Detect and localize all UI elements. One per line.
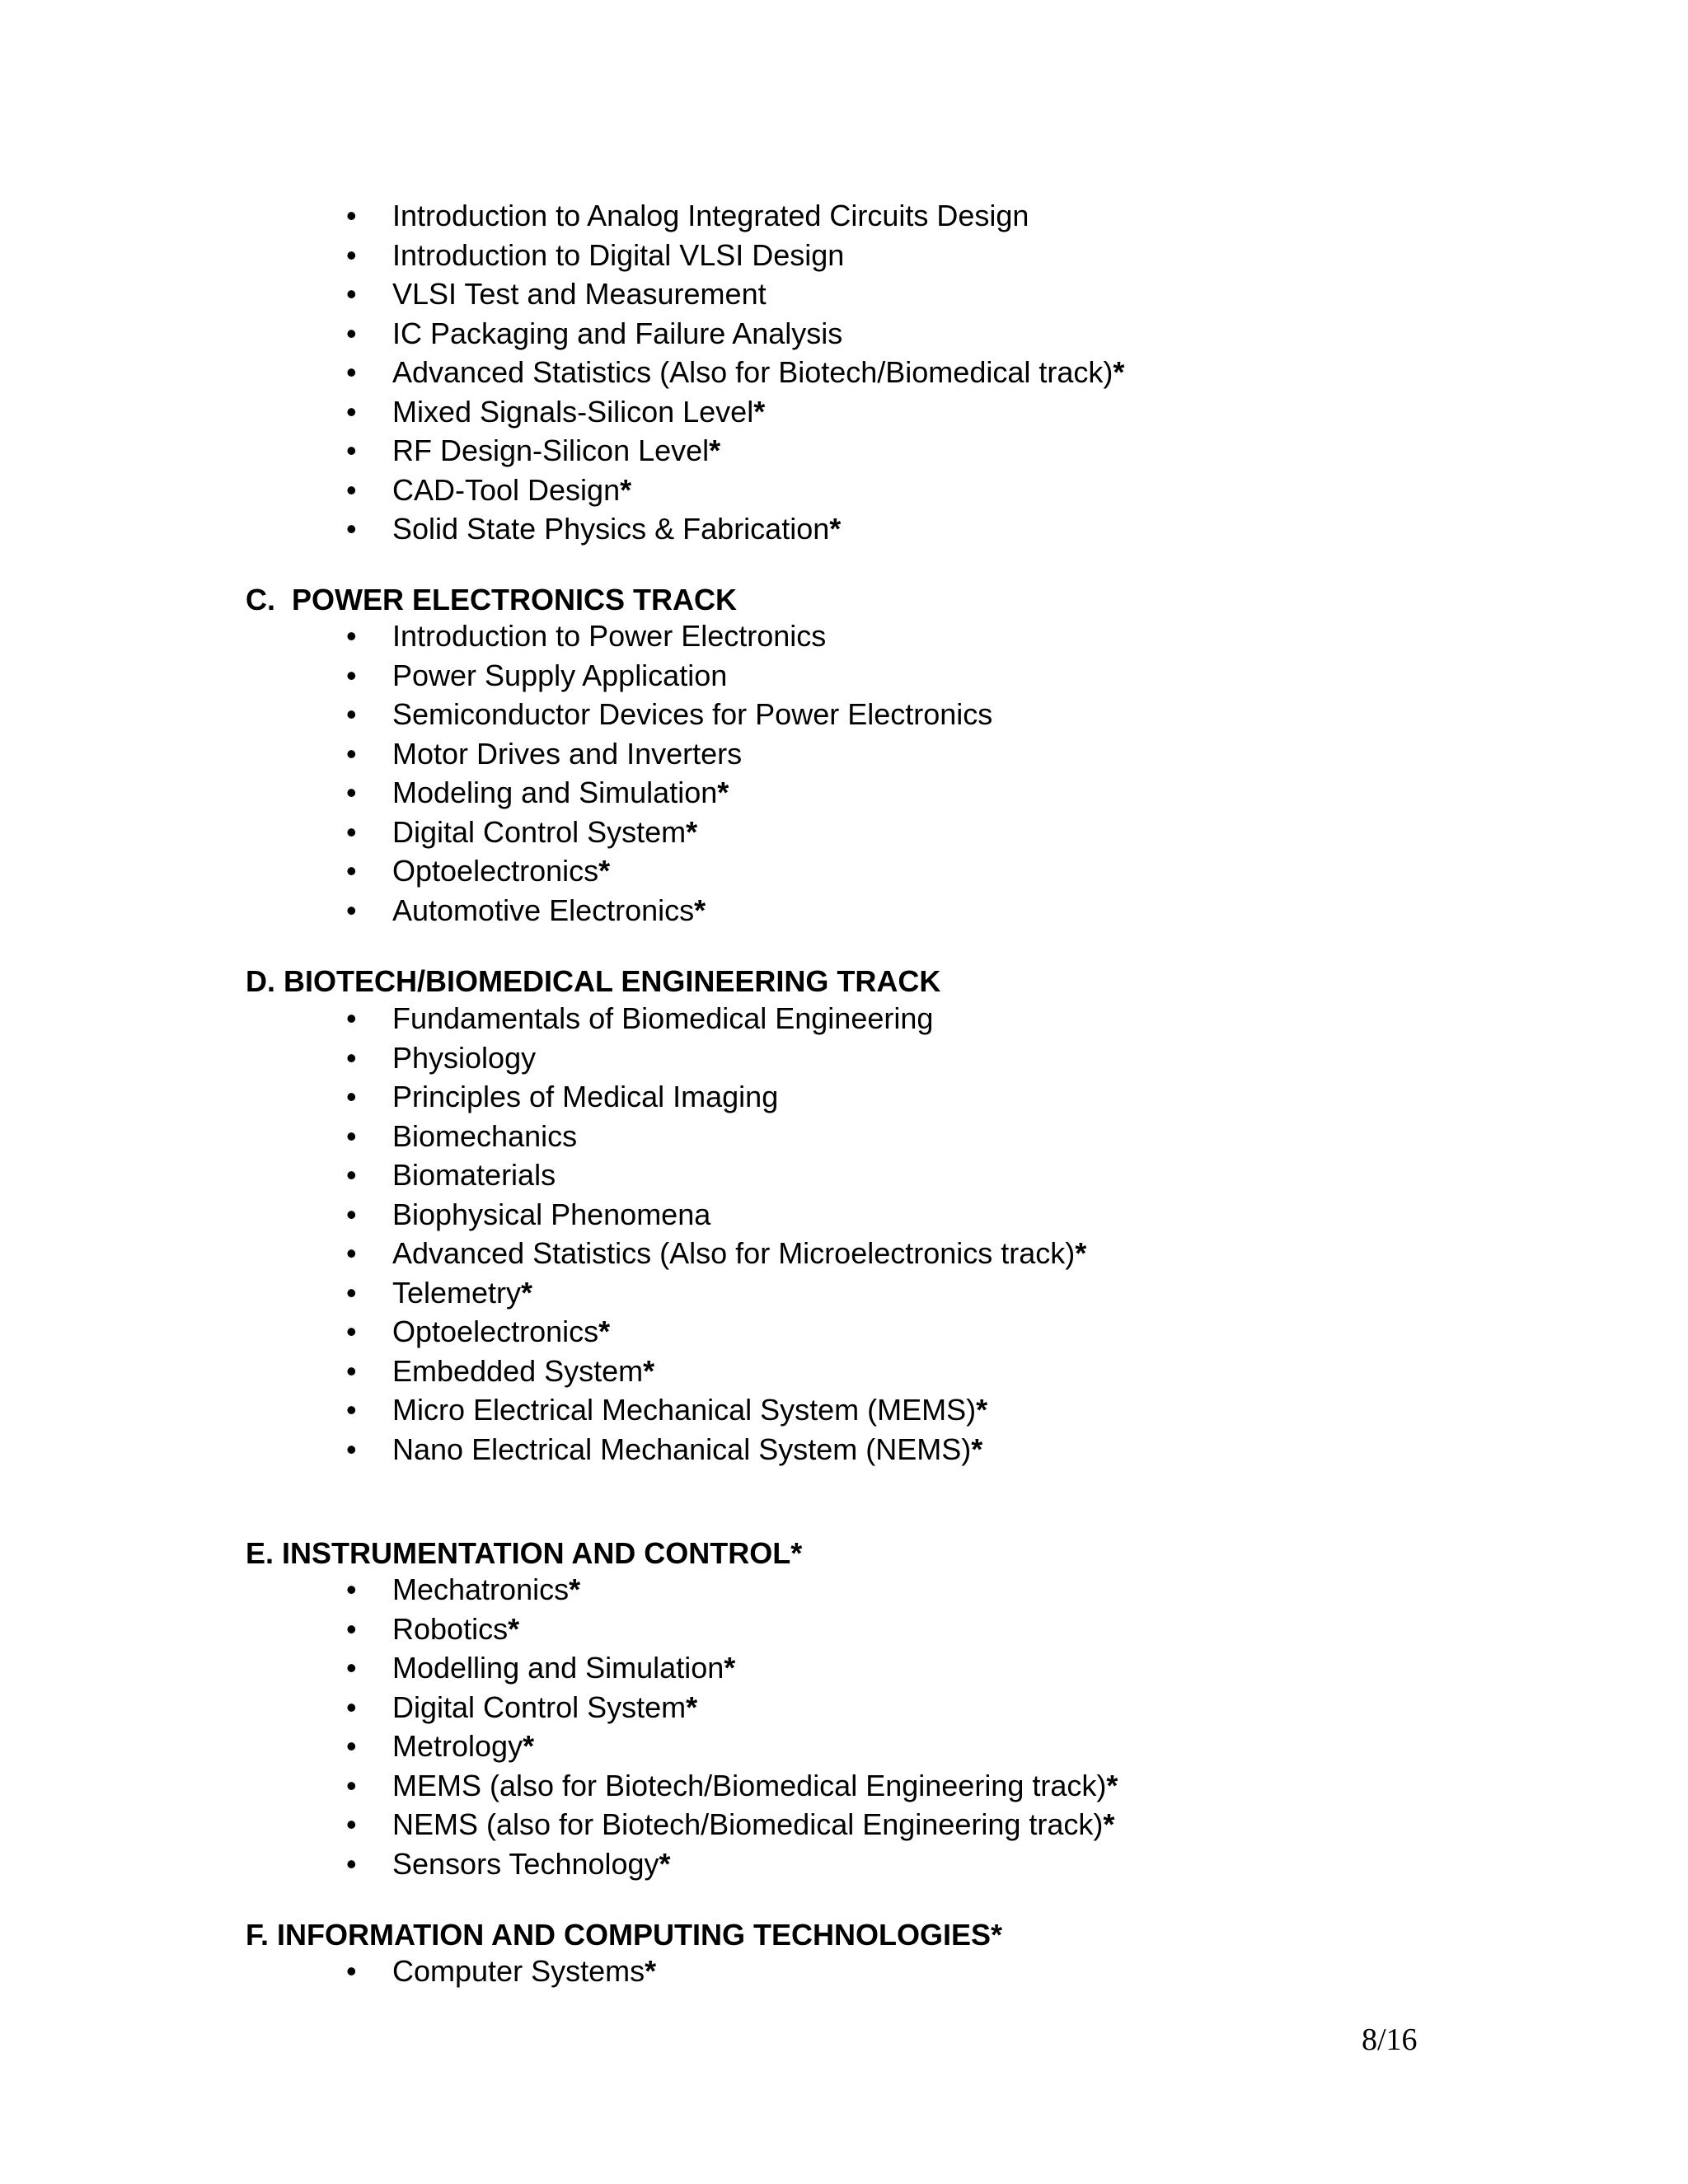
list-item-label: Modelling and Simulation xyxy=(392,1651,724,1685)
bullet-icon: • xyxy=(346,658,357,692)
bullet-icon: • xyxy=(346,854,357,888)
bullet-icon: • xyxy=(346,1768,357,1802)
list-item-label: RF Design-Silicon Level xyxy=(392,434,710,467)
list-item-label: Biophysical Phenomena xyxy=(392,1197,711,1231)
bullet-icon: • xyxy=(346,1197,357,1231)
list-item-label: Introduction to Analog Integrated Circuits Design xyxy=(392,199,1029,232)
list-item-text xyxy=(392,196,1029,236)
list-item-text xyxy=(392,1727,534,1766)
list-item-label: Advanced Statistics (Also for Biotech/Biomedical track) xyxy=(392,355,1114,389)
elective-marker: * xyxy=(659,1846,671,1881)
list-item-text xyxy=(392,274,767,314)
bullet-icon: • xyxy=(346,1846,357,1881)
elective-marker: * xyxy=(724,1651,736,1685)
elective-marker: * xyxy=(643,1353,655,1388)
list-item-label: Mixed Signals-Silicon Level xyxy=(392,394,754,429)
bullet-icon: • xyxy=(346,316,357,350)
list-item-text xyxy=(392,1805,1114,1844)
list-item-label: Digital Control System xyxy=(392,1690,687,1724)
list-item-text xyxy=(392,509,841,549)
list-item-text xyxy=(392,656,727,696)
list-item-text xyxy=(392,851,610,891)
bullet-icon: • xyxy=(346,776,357,809)
list-item-label: Mechatronics xyxy=(392,1572,570,1606)
list-item-text xyxy=(392,1570,580,1610)
list-item-label: Introduction to Digital VLSI Design xyxy=(392,237,845,272)
elective-marker: * xyxy=(569,1572,581,1606)
bullet-icon: • xyxy=(346,512,357,546)
list-item-text xyxy=(392,236,844,275)
list-item-text xyxy=(392,734,742,774)
elective-marker: * xyxy=(521,1275,533,1310)
list-item-label: VLSI Test and Measurement xyxy=(392,277,767,311)
section-d-heading: D. BIOTECH/BIOMEDICAL ENGINEERING TRACK xyxy=(246,964,941,998)
list-item-text xyxy=(392,1766,1118,1806)
bullet-icon: • xyxy=(346,355,357,389)
list-item-text xyxy=(392,392,765,432)
list-item-text xyxy=(392,773,729,813)
list-item-text xyxy=(392,1952,656,1991)
bullet-icon: • xyxy=(346,1158,357,1192)
list-item-label: Telemetry xyxy=(392,1275,522,1310)
list-item-text xyxy=(392,1117,577,1156)
list-item-text xyxy=(392,431,720,471)
bullet-icon: • xyxy=(346,736,357,771)
elective-marker: * xyxy=(508,1611,520,1646)
list-item-label: Advanced Statistics (Also for Microelectronics track) xyxy=(392,1236,1076,1270)
elective-marker: * xyxy=(686,814,698,849)
list-item-text xyxy=(392,1430,982,1469)
list-item-text xyxy=(392,1155,556,1195)
list-item-text xyxy=(392,1195,710,1235)
list-item-text xyxy=(392,1273,532,1313)
list-item-label: Fundamentals of Biomedical Engineering xyxy=(392,1001,934,1035)
list-item-text xyxy=(392,1038,536,1078)
elective-marker: * xyxy=(598,1315,611,1348)
list-item-text xyxy=(392,1844,671,1884)
list-item-label: Digital Control System xyxy=(392,814,687,849)
elective-marker: * xyxy=(694,893,706,927)
elective-marker: * xyxy=(645,1954,657,1988)
list-item-label: NEMS (also for Biotech/Biomedical Engineering track) xyxy=(392,1807,1104,1841)
bullet-icon: • xyxy=(346,1118,357,1153)
bullet-icon: • xyxy=(346,1651,357,1685)
bullet-icon: • xyxy=(346,237,357,272)
elective-marker: * xyxy=(753,394,766,429)
bullet-icon: • xyxy=(346,1690,357,1724)
elective-marker: * xyxy=(598,854,611,888)
list-item-label: Biomechanics xyxy=(392,1118,578,1153)
bullet-icon: • xyxy=(346,1572,357,1606)
list-item-text xyxy=(392,616,826,656)
bullet-icon: • xyxy=(346,394,357,429)
list-item-label: Sensors Technology xyxy=(392,1846,659,1881)
list-item-text xyxy=(392,1352,654,1391)
list-item-label: Introduction to Power Electronics xyxy=(392,619,827,653)
bullet-icon: • xyxy=(346,697,357,731)
bullet-icon: • xyxy=(346,814,357,849)
list-item-label: Nano Electrical Mechanical System (NEMS) xyxy=(392,1432,972,1466)
bullet-icon: • xyxy=(346,1393,357,1427)
bullet-icon: • xyxy=(346,1001,357,1035)
bullet-icon: • xyxy=(346,434,357,467)
section-f-heading: F. INFORMATION AND COMPUTING TECHNOLOGIES* xyxy=(246,1918,1002,1952)
elective-marker: * xyxy=(523,1729,535,1763)
elective-marker: * xyxy=(1113,355,1125,389)
bullet-icon: • xyxy=(346,1807,357,1841)
elective-marker: * xyxy=(1075,1236,1087,1270)
list-item-label: Optoelectronics xyxy=(392,1315,599,1348)
elective-marker: * xyxy=(686,1690,698,1724)
list-item-label: Solid State Physics & Fabrication xyxy=(392,512,830,546)
bullet-icon: • xyxy=(346,199,357,232)
elective-marker: * xyxy=(1103,1807,1115,1841)
list-item-label: Robotics xyxy=(392,1611,509,1646)
section-e-heading: E. INSTRUMENTATION AND CONTROL* xyxy=(246,1536,803,1570)
bullet-icon: • xyxy=(346,619,357,653)
list-item-text xyxy=(392,891,706,930)
list-item-label: Motor Drives and Inverters xyxy=(392,736,743,771)
list-item-label: CAD-Tool Design xyxy=(392,472,621,507)
bullet-icon: • xyxy=(346,1432,357,1466)
bullet-icon: • xyxy=(346,1040,357,1075)
list-item-label: Principles of Medical Imaging xyxy=(392,1080,779,1113)
bullet-icon: • xyxy=(346,277,357,311)
section-c-title: POWER ELECTRONICS TRACK xyxy=(292,583,737,616)
bullet-icon: • xyxy=(346,893,357,927)
list-item-label: Embedded System xyxy=(392,1353,644,1388)
list-item-text xyxy=(392,1390,987,1430)
list-item-text xyxy=(392,695,992,734)
elective-marker: * xyxy=(709,434,721,467)
list-item-label: Semiconductor Devices for Power Electronics xyxy=(392,697,993,731)
list-item-text xyxy=(392,813,697,852)
list-item-text xyxy=(392,1648,735,1688)
list-item-text xyxy=(392,1312,610,1352)
list-item-label: Biomaterials xyxy=(392,1158,556,1192)
bullet-icon: • xyxy=(346,1954,357,1988)
list-item-label: MEMS (also for Biotech/Biomedical Engineering track) xyxy=(392,1768,1107,1802)
bullet-icon: • xyxy=(346,472,357,507)
elective-marker: * xyxy=(976,1393,988,1427)
section-c-heading xyxy=(246,581,737,619)
list-item-text xyxy=(392,1234,1086,1273)
elective-marker: * xyxy=(1106,1768,1118,1802)
bullet-icon: • xyxy=(346,1315,357,1348)
elective-marker: * xyxy=(971,1432,983,1466)
list-item-text xyxy=(392,999,933,1038)
section-c-letter: C. xyxy=(246,583,275,616)
bullet-icon: • xyxy=(346,1353,357,1388)
list-item-text xyxy=(392,1610,519,1649)
bullet-icon: • xyxy=(346,1729,357,1763)
list-item-text xyxy=(392,1077,778,1117)
list-item-label: Physiology xyxy=(392,1040,537,1075)
list-item-text xyxy=(392,471,631,510)
bullet-icon: • xyxy=(346,1275,357,1310)
elective-marker: * xyxy=(620,472,632,507)
list-item-label: Automotive Electronics xyxy=(392,893,695,927)
bullet-icon: • xyxy=(346,1611,357,1646)
elective-marker: * xyxy=(717,776,729,809)
list-item-label: Modeling and Simulation xyxy=(392,776,718,809)
list-item-label: Computer Systems xyxy=(392,1954,645,1988)
bullet-icon: • xyxy=(346,1080,357,1113)
bullet-icon: • xyxy=(346,1236,357,1270)
list-item-label: Metrology xyxy=(392,1729,523,1763)
list-item-label: IC Packaging and Failure Analysis xyxy=(392,316,843,350)
elective-marker: * xyxy=(829,512,842,546)
list-item-text xyxy=(392,1688,697,1727)
list-item-text xyxy=(392,314,842,354)
page-number: 8/16 xyxy=(1362,2022,1418,2057)
list-item-text xyxy=(392,353,1124,392)
list-item-label: Micro Electrical Mechanical System (MEMS) xyxy=(392,1393,977,1427)
list-item-label: Power Supply Application xyxy=(392,658,728,692)
list-item-label: Optoelectronics xyxy=(392,854,599,888)
